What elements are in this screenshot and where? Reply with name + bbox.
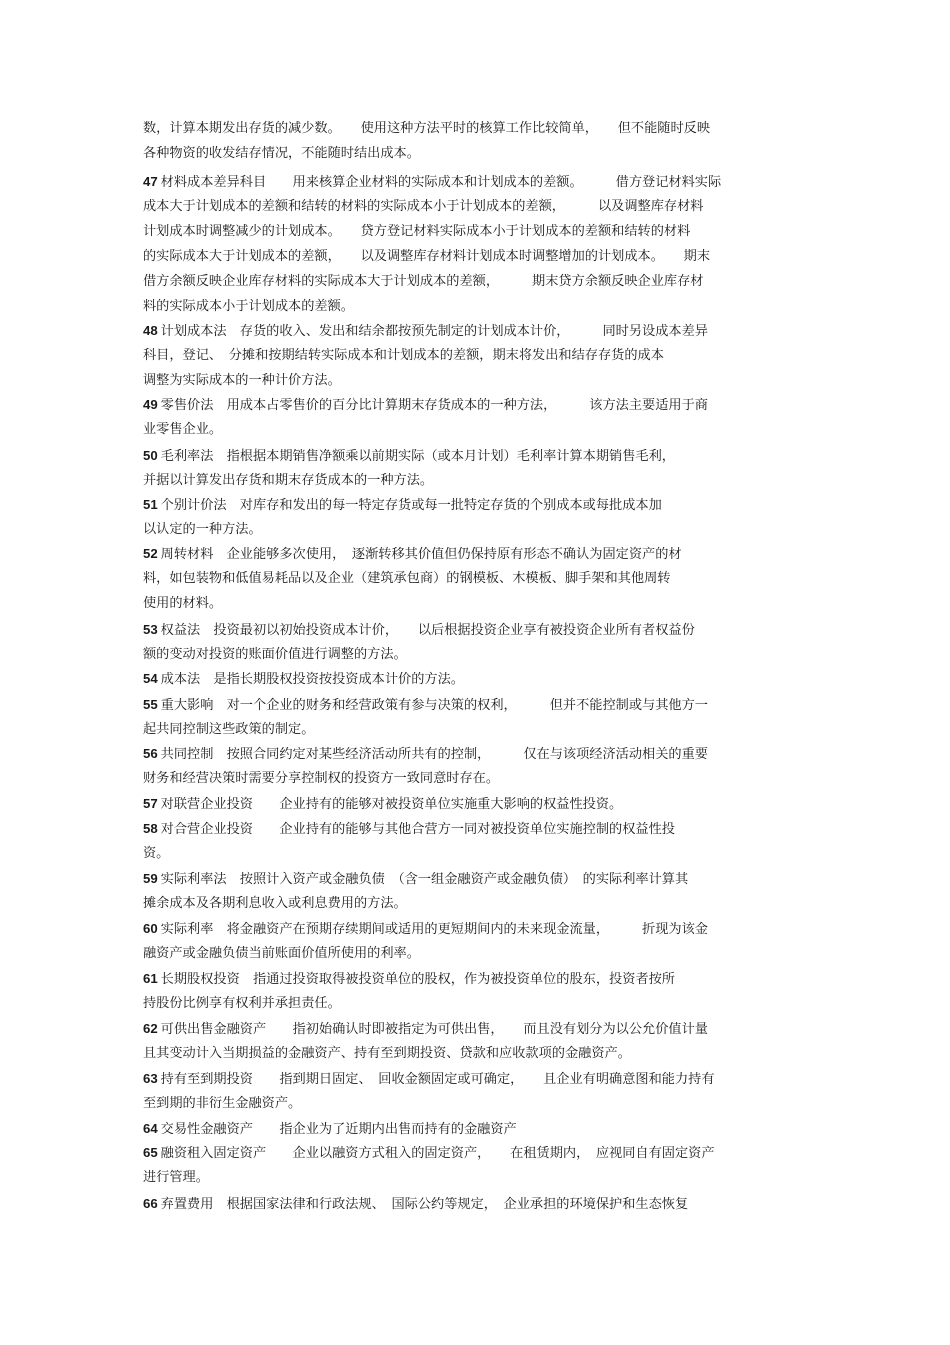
text-line: 进行管理。 bbox=[143, 1170, 209, 1185]
text-line: 零售价法 用成本占零售价的百分比计算期末存货成本的一种方法， 该方法主要适用于商 bbox=[160, 398, 708, 413]
entry-number: 47 bbox=[143, 174, 158, 189]
entry-number: 56 bbox=[143, 746, 158, 761]
text-line: 料，如包装物和低值易耗品以及企业（建筑承包商）的钢模板、木模板、脚手架和其他周转 bbox=[143, 571, 671, 586]
paragraph-continuation bbox=[143, 116, 823, 166]
entry-number: 66 bbox=[143, 1196, 158, 1211]
entry-number: 53 bbox=[143, 622, 158, 637]
text-line: 额的变动对投资的账面价值进行调整的方法。 bbox=[143, 647, 407, 662]
text-line: 融资租入固定资产 企业以融资方式租入的固定资产， 在租赁期内， 应视同自有固定资产 bbox=[160, 1146, 715, 1161]
text-line: 实际利率 将金融资产在预期存续期间或适用的更短期间内的未来现金流量， 折现为该金 bbox=[160, 922, 708, 937]
text-line: 对联营企业投资 企业持有的能够对被投资单位实施重大影响的权益性投资。 bbox=[160, 797, 623, 812]
text-line: 持有至到期投资 指到期日固定、 回收金额固定或可确定， 且企业有明确意图和能力持有 bbox=[160, 1072, 715, 1087]
text-line: 材料成本差异科目 用来核算企业材料的实际成本和计划成本的差额。 借方登记材料实际 bbox=[160, 175, 722, 190]
text-line: 重大影响 对一个企业的财务和经营政策有参与决策的权利， 但并不能控制或与其他方一 bbox=[160, 698, 708, 713]
text-line: 各种物资的收发结存情况，不能随时结出成本。 bbox=[143, 146, 420, 161]
text-line: 数，计算本期发出存货的减少数。 使用这种方法平时的核算工作比较简单， 但不能随时反映 bbox=[143, 121, 711, 136]
text-line: 财务和经营决策时需要分享控制权的投资方一致同意时存在。 bbox=[143, 771, 500, 786]
text-line: 的实际成本大于计划成本的差额， 以及调整库存材料计划成本时调整增加的计划成本。 期末 bbox=[143, 249, 711, 264]
entry-number: 55 bbox=[143, 697, 158, 712]
text-line: 持股份比例享有权利并承担责任。 bbox=[143, 996, 341, 1011]
entry-number: 64 bbox=[143, 1121, 158, 1136]
entry-number: 65 bbox=[143, 1145, 158, 1160]
text-line: 起共同控制这些政策的制定。 bbox=[143, 722, 315, 737]
text-line: 且其变动计入当期损益的金融资产、持有至到期投资、贷款和应收款项的金融资产。 bbox=[143, 1046, 631, 1061]
entry-64 bbox=[143, 1116, 823, 1141]
text-line: 交易性金融资产 指企业为了近期内出售而持有的金融资产 bbox=[160, 1122, 517, 1137]
entry-number: 52 bbox=[143, 546, 158, 561]
text-line: 至到期的非衍生金融资产。 bbox=[143, 1096, 302, 1111]
entry-number: 49 bbox=[143, 397, 158, 412]
entry-65 bbox=[143, 1140, 823, 1190]
text-line: 科目，登记、 分摊和按期结转实际成本和计划成本的差额，期末将发出和结存存货的成本 bbox=[143, 348, 664, 363]
entry-61 bbox=[143, 966, 823, 1016]
text-line: 弃置费用 根据国家法律和行政法规、 国际公约等规定， 企业承担的环境保护和生态恢复 bbox=[160, 1197, 689, 1212]
entry-48 bbox=[143, 318, 823, 393]
entry-57 bbox=[143, 791, 823, 816]
text-line: 并据以计算发出存货和期末存货成本的一种方法。 bbox=[143, 473, 434, 488]
entry-54 bbox=[143, 666, 823, 691]
text-line: 融资产或金融负债当前账面价值所使用的利率。 bbox=[143, 946, 420, 961]
entry-number: 58 bbox=[143, 821, 158, 836]
entry-50 bbox=[143, 443, 823, 493]
entry-number: 54 bbox=[143, 671, 158, 686]
text-line: 长期股权投资 指通过投资取得被投资单位的股权，作为被投资单位的股东，投资者按所 bbox=[160, 972, 675, 987]
text-line: 摊余成本及各期利息收入或利息费用的方法。 bbox=[143, 896, 407, 911]
entry-number: 61 bbox=[143, 971, 158, 986]
entry-59 bbox=[143, 866, 823, 916]
entry-number: 59 bbox=[143, 871, 158, 886]
text-line: 成本大于计划成本的差额和结转的材料的实际成本小于计划成本的差额， 以及调整库存材料 bbox=[143, 199, 704, 214]
entry-number: 48 bbox=[143, 323, 158, 338]
entry-number: 63 bbox=[143, 1071, 158, 1086]
entry-number: 50 bbox=[143, 448, 158, 463]
text-line: 权益法 投资最初以初始投资成本计价， 以后根据投资企业享有被投资企业所有者权益份 bbox=[160, 623, 695, 638]
entry-55 bbox=[143, 692, 823, 742]
text-line: 可供出售金融资产 指初始确认时即被指定为可供出售， 而且没有划分为以公允价值计量 bbox=[160, 1022, 708, 1037]
entry-47 bbox=[143, 169, 823, 319]
entry-51 bbox=[143, 492, 823, 542]
text-line: 调整为实际成本的一种计价方法。 bbox=[143, 373, 341, 388]
text-line: 共同控制 按照合同约定对某些经济活动所共有的控制， 仅在与该项经济活动相关的重要 bbox=[160, 747, 708, 762]
entry-49 bbox=[143, 392, 823, 442]
entry-number: 51 bbox=[143, 497, 158, 512]
text-line: 周转材料 企业能够多次使用， 逐渐转移其价值但仍保持原有形态不确认为固定资产的材 bbox=[160, 547, 682, 562]
text-line: 计划成本时调整减少的计划成本。 贷方登记材料实际成本小于计划成本的差额和结转的材料 bbox=[143, 224, 691, 239]
text-line: 料的实际成本小于计划成本的差额。 bbox=[143, 299, 354, 314]
entry-52 bbox=[143, 541, 823, 616]
text-line: 个别计价法 对库存和发出的每一特定存货或每一批特定存货的个别成本或每批成本加 bbox=[160, 498, 662, 513]
entry-66 bbox=[143, 1191, 823, 1216]
text-line: 借方余额反映企业库存材料的实际成本大于计划成本的差额， 期末贷方余额反映企业库存材 bbox=[143, 274, 704, 289]
entry-62 bbox=[143, 1016, 823, 1066]
text-line: 以认定的一种方法。 bbox=[143, 522, 262, 537]
text-line: 计划成本法 存货的收入、发出和结余都按预先制定的计划成本计价， 同时另设成本差异 bbox=[160, 324, 708, 339]
entry-number: 60 bbox=[143, 921, 158, 936]
entry-53 bbox=[143, 617, 823, 667]
text-line: 使用的材料。 bbox=[143, 596, 223, 611]
text-line: 成本法 是指长期股权投资按投资成本计价的方法。 bbox=[160, 672, 464, 687]
entry-number: 57 bbox=[143, 796, 158, 811]
entry-number: 62 bbox=[143, 1021, 158, 1036]
entry-60 bbox=[143, 916, 823, 966]
entry-58 bbox=[143, 816, 823, 866]
text-line: 资。 bbox=[143, 846, 170, 861]
entry-63 bbox=[143, 1066, 823, 1116]
text-line: 毛利率法 指根据本期销售净额乘以前期实际（或本月计划）毛利率计算本期销售毛利， bbox=[160, 449, 675, 464]
text-line: 对合营企业投资 企业持有的能够与其他合营方一同对被投资单位实施控制的权益性投 bbox=[160, 822, 675, 837]
text-line: 业零售企业。 bbox=[143, 422, 223, 437]
entry-56 bbox=[143, 741, 823, 791]
text-line: 实际利率法 按照计入资产或金融负债 （含一组金融资产或金融负债） 的实际利率计算其 bbox=[160, 872, 689, 887]
